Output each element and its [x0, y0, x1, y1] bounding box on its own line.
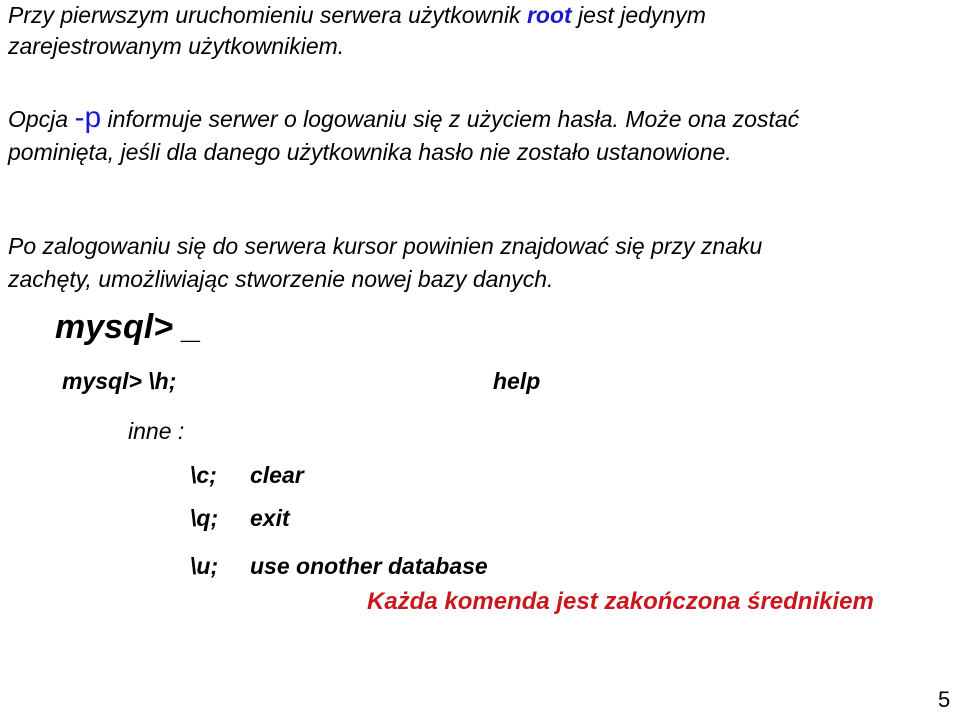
para1-text-b: jest jedynym — [571, 2, 706, 28]
mysql-prompt: mysql> _ — [55, 308, 202, 346]
paragraph-after-login-line2: zachęty, umożliwiając stworzenie nowej bazy danych. — [8, 266, 554, 292]
paragraph-option-p — [8, 102, 799, 135]
para2-text-b: informuje serwer o logowaniu się z użyciem hasła. Może ona zostać — [101, 106, 800, 132]
paragraph-after-login: Po zalogowaniu się do serwera kursor powinien znajdować się przy znaku — [8, 233, 763, 259]
paragraph-first-run-line2: zarejestrowanym użytkownikiem. — [8, 33, 345, 59]
para2-text-a: Opcja — [8, 106, 75, 132]
para1-text-a: Przy pierwszym uruchomieniu serwera użytkownik — [8, 2, 527, 28]
command-exit-description: exit — [250, 505, 290, 531]
page-number: 5 — [938, 687, 951, 712]
command-use-db-description: use onother database — [250, 553, 488, 579]
help-command: mysql> \h; — [62, 368, 177, 394]
command-exit: \q; — [190, 505, 219, 531]
command-clear-description: clear — [250, 462, 304, 488]
others-label: inne : — [128, 418, 185, 444]
paragraph-option-p-line2: pominięta, jeśli dla danego użytkownika hasło nie zostało ustanowione. — [8, 139, 732, 165]
paragraph-first-run — [8, 0, 706, 31]
command-use-db: \u; — [190, 553, 219, 579]
semicolon-note: Każda komenda jest zakończona średnikiem — [367, 588, 874, 615]
help-description: help — [493, 368, 541, 394]
command-clear: \c; — [190, 462, 217, 488]
option-p-keyword: -p — [74, 101, 102, 134]
root-keyword: root — [526, 2, 572, 28]
